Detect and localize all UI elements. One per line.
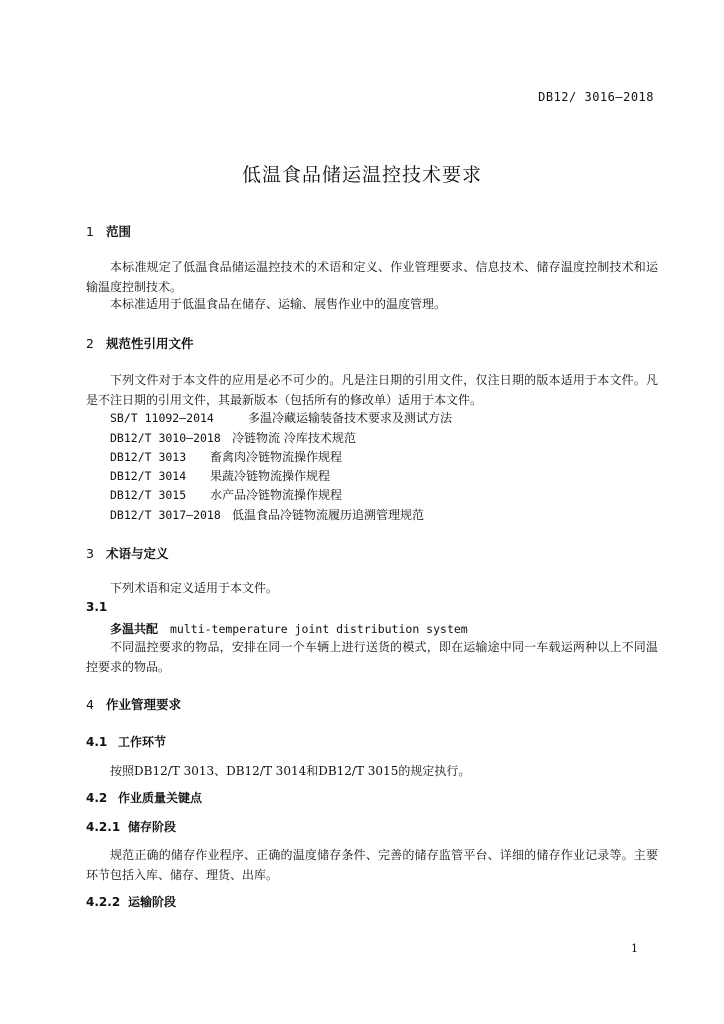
reference-code: SB/T 11092—2014: [110, 411, 214, 425]
subsection-number: 4.2: [86, 791, 108, 805]
section-number: 2: [86, 336, 94, 351]
section-1-heading: [86, 222, 131, 240]
document-title: 低温食品储运温控技术要求: [241, 164, 482, 186]
reference-title: 多温冷藏运输装备技术要求及测试方法: [248, 411, 453, 425]
page-number: 1: [631, 942, 638, 955]
standard-code: DB12/ 3016—2018: [538, 90, 654, 104]
section-number: 3: [86, 546, 94, 561]
subsection-4-2-1-heading: [86, 818, 176, 835]
reference-title: 水产品冷链物流操作规程: [210, 488, 343, 502]
reference-item: [110, 429, 356, 446]
subsection-4-1-heading: [86, 733, 166, 750]
section-2-heading: [86, 334, 194, 352]
section-number: 4: [86, 697, 94, 712]
subsection-title: 储存阶段: [128, 820, 177, 834]
subsection-number: 4.2.1: [86, 820, 121, 834]
section-number: 1: [86, 224, 94, 239]
reference-code: DB12/T 3013: [110, 450, 187, 464]
section-title: 范围: [106, 224, 132, 239]
term-english: multi-temperature joint distribution system: [170, 622, 468, 636]
reference-item: [110, 467, 330, 484]
subsection-4-2-1-text: 规范正确的储存作业程序、正确的温度储存条件、完善的储存监管平台、详细的储存作业记录等。主要环节包括入库、储存、理货、出库。: [86, 848, 658, 882]
subsection-title: 工作环节: [118, 735, 167, 749]
subsection-4-2-2-heading: [86, 893, 176, 910]
term-entry: [110, 618, 468, 637]
subsection-number: 4.1: [86, 735, 108, 749]
reference-title: 畜禽肉冷链物流操作规程: [210, 450, 343, 464]
subsection-title: 运输阶段: [128, 895, 177, 909]
section-1-paragraph-2: 本标准适用于低温食品在储存、运输、展售作业中的温度管理。: [110, 297, 447, 311]
reference-code: DB12/T 3010—2018: [110, 431, 221, 445]
section-3-heading: [86, 544, 169, 562]
section-title: 术语与定义: [106, 546, 169, 561]
subsection-number: 4.2.2: [86, 895, 121, 909]
reference-title: 低温食品冷链物流履历追溯管理规范: [232, 508, 425, 522]
reference-title: 果蔬冷链物流操作规程: [210, 469, 331, 483]
section-title: 规范性引用文件: [106, 336, 194, 351]
section-3-intro: 下列术语和定义适用于本文件。: [110, 581, 279, 595]
reference-item: [110, 409, 452, 426]
section-4-heading: [86, 695, 181, 713]
reference-item: [110, 506, 424, 523]
reference-code: DB12/T 3017—2018: [110, 508, 221, 522]
subsection-4-1-text: 按照DB12/T 3013、DB12/T 3014和DB12/T 3015的规定执行。: [110, 764, 471, 778]
subsection-title: 作业质量关键点: [118, 791, 203, 805]
reference-code: DB12/T 3015: [110, 488, 187, 502]
subsection-4-2-heading: [86, 789, 202, 806]
term-chinese: 多温共配: [110, 622, 159, 636]
reference-code: DB12/T 3014: [110, 469, 187, 483]
reference-title: 冷链物流 冷库技术规范: [232, 431, 356, 445]
section-title: 作业管理要求: [106, 697, 182, 712]
section-1-paragraph-1: 本标准规定了低温食品储运温控技术的术语和定义、作业管理要求、信息技术、储存温度控制技术和运输温度控制技术。: [86, 260, 658, 294]
term-number: 3.1: [86, 600, 108, 614]
reference-item: [110, 448, 342, 465]
section-2-intro: 下列文件对于本文件的应用是必不可少的。凡是注日期的引用文件，仅注日期的版本适用于本文件。凡是不注日期的引用文件，其最新版本（包括所有的修改单）适用于本文件。: [86, 373, 658, 407]
term-definition: 不同温控要求的物品，安排在同一个车辆上进行送货的模式，即在运输途中同一车载运两种以上不同温控要求的物品。: [86, 640, 658, 674]
reference-item: [110, 486, 342, 503]
